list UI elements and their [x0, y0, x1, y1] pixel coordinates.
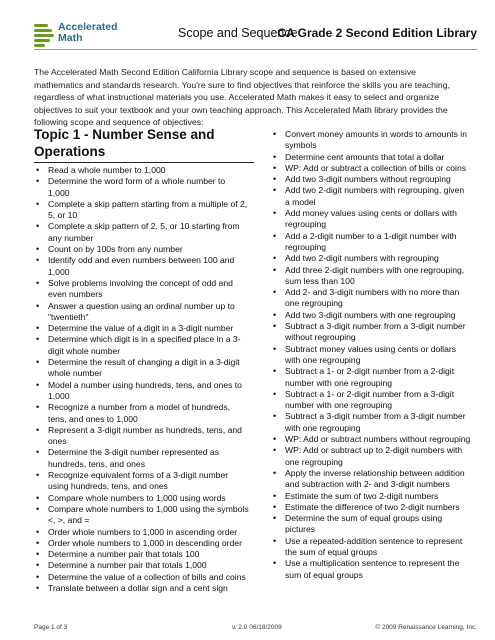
- objective-text: Compare whole numbers to 1,000 using the symbols <, >, and =: [48, 503, 249, 526]
- objective-item: [271, 344, 471, 367]
- logo-line-2: Math: [58, 32, 83, 44]
- objective-item: [34, 572, 249, 583]
- bullet-icon: •: [36, 424, 40, 435]
- document-title: Scope and Sequence: [178, 26, 298, 40]
- page-header: [0, 0, 495, 54]
- bullet-icon: •: [273, 321, 277, 332]
- objective-item: [271, 513, 471, 536]
- bullet-icon: •: [36, 492, 40, 503]
- bullet-icon: •: [36, 379, 40, 390]
- bullet-icon: •: [36, 300, 40, 311]
- objective-item: [271, 434, 471, 445]
- objective-text: WP: Add or subtract up to 2-digit numbers with one regrouping: [285, 445, 463, 467]
- bullet-icon: •: [36, 198, 40, 209]
- bullet-icon: •: [273, 185, 277, 196]
- objective-item: [271, 536, 471, 559]
- objective-text: Estimate the sum of two 2-digit numbers: [285, 490, 439, 501]
- bullet-icon: •: [273, 501, 277, 512]
- objective-item: [271, 502, 471, 513]
- objective-text: Apply the inverse relationship between addition and subtraction with 2- and 3-digit numbers: [285, 467, 465, 490]
- bullet-icon: •: [273, 445, 277, 456]
- bullet-icon: •: [273, 174, 277, 185]
- bullet-icon: •: [273, 490, 277, 501]
- objective-item: [271, 411, 471, 434]
- objective-text: Add three 2-digit numbers with one regrouping, sum less than 100: [285, 264, 465, 286]
- objective-item: [34, 357, 249, 380]
- objective-text: Use a repeated-addition sentence to represent the sum of equal groups: [285, 535, 463, 557]
- objective-text: Complete a skip pattern starting from a multiple of 2, 5, or 10: [48, 198, 248, 221]
- objective-item: [271, 129, 471, 152]
- logo-stripes-icon: [34, 22, 56, 48]
- bullet-icon: •: [36, 571, 40, 582]
- objective-item: [271, 174, 471, 185]
- objective-text: Read a whole number to 1,000: [48, 165, 166, 175]
- bullet-icon: •: [36, 277, 40, 288]
- bullet-icon: •: [36, 549, 40, 560]
- bullet-icon: •: [36, 176, 40, 187]
- objective-text: Solve problems involving the concept of odd and even numbers: [48, 277, 233, 300]
- objective-item: [34, 470, 249, 493]
- objective-text: Determine the word form of a whole number to 1,000: [48, 176, 226, 198]
- objective-text: Add a 2-digit number to a 1-digit number with regrouping: [285, 230, 457, 252]
- objective-item: [271, 253, 471, 264]
- objective-item: [271, 491, 471, 502]
- objective-item: [271, 208, 471, 231]
- objective-item: [34, 380, 249, 403]
- topic-heading: Topic 1 - Number Sense and Operations: [34, 127, 215, 159]
- objective-item: [271, 389, 471, 412]
- bullet-icon: •: [273, 230, 277, 241]
- bullet-icon: •: [36, 503, 40, 514]
- objective-text: Determine the sum of equal groups using pictures: [285, 513, 443, 535]
- left-objective-list: [34, 165, 249, 594]
- bullet-icon: •: [273, 411, 277, 422]
- objective-item: [34, 538, 249, 549]
- bullet-icon: •: [36, 165, 40, 175]
- objective-text: Count on by 100s from any number: [48, 244, 183, 255]
- objective-text: Determine the 3-digit number represented as hundreds, tens, and ones: [48, 447, 220, 469]
- bullet-icon: •: [36, 560, 40, 571]
- bullet-icon: •: [273, 309, 277, 320]
- objective-item: [34, 199, 249, 222]
- objective-text: Add two 2-digit numbers with regrouping: [285, 253, 439, 264]
- bullet-icon: •: [36, 221, 40, 232]
- bullet-icon: •: [36, 537, 40, 548]
- header-divider: [34, 49, 477, 50]
- objective-text: Recognize a number from a model of hundreds, tens, and ones to 1,000: [48, 402, 231, 424]
- objective-text: Add two 3-digit numbers with one regrouping: [285, 309, 456, 320]
- objective-item: [34, 527, 249, 538]
- objective-text: Determine the value of a collection of bills and coins: [48, 571, 246, 582]
- bullet-icon: •: [273, 208, 277, 219]
- right-objective-list: [271, 129, 471, 581]
- bullet-icon: •: [36, 470, 40, 481]
- logo-line-1: Accelerated: [58, 21, 118, 33]
- objective-text: Add two 2-digit numbers with regrouping, given a model: [285, 185, 465, 207]
- bullet-icon: •: [36, 323, 40, 334]
- library-title: CA Grade 2 Second Edition Library: [277, 26, 477, 40]
- objective-item: [271, 287, 471, 310]
- objective-item: [34, 301, 249, 324]
- objective-text: Subtract a 1- or 2-digit number from a 3-digit number with one regrouping: [285, 388, 455, 411]
- copyright-text: © 2009 Renaissance Learning, Inc.: [375, 624, 477, 631]
- bullet-icon: •: [273, 343, 277, 354]
- objective-text: Convert money amounts in words to amounts in symbols: [285, 129, 467, 151]
- bullet-icon: •: [273, 287, 277, 298]
- objective-text: WP: Add or subtract a collection of bills or coins: [285, 162, 467, 173]
- bullet-icon: •: [273, 162, 277, 173]
- bullet-icon: •: [273, 129, 277, 139]
- objective-item: [271, 558, 471, 581]
- objective-item: [34, 255, 249, 278]
- bullet-icon: •: [273, 558, 277, 569]
- objective-text: Complete a skip pattern of 2, 5, or 10 starting from any number: [48, 221, 240, 243]
- objective-text: Subtract a 3-digit number from a 3-digit number without regrouping: [285, 321, 466, 343]
- objective-text: Model a number using hundreds, tens, and ones to 1,000: [48, 379, 242, 401]
- bullet-icon: •: [36, 255, 40, 266]
- objective-item: [34, 560, 249, 571]
- objective-item: [34, 244, 249, 255]
- objective-text: Order whole numbers to 1,000 in descending order: [48, 537, 242, 548]
- objective-text: Subtract a 1- or 2-digit number from a 2-digit number with one regrouping: [285, 366, 455, 388]
- objective-text: Translate between a dollar sign and a cent sign: [48, 582, 228, 593]
- bullet-icon: •: [36, 447, 40, 458]
- objective-text: Subtract a 3-digit number from a 3-digit number with one regrouping: [285, 411, 466, 433]
- objective-text: Determine a number pair that totals 1,000: [48, 560, 207, 571]
- right-column: [271, 129, 471, 581]
- objective-item: [34, 323, 249, 334]
- objective-item: [34, 549, 249, 560]
- objective-item: [271, 265, 471, 288]
- objective-item: [271, 163, 471, 174]
- objective-text: Identify odd and even numbers between 100 and 1,000: [48, 255, 235, 277]
- objective-item: [271, 185, 471, 208]
- objective-text: Determine cent amounts that total a dollar: [285, 151, 445, 162]
- bullet-icon: •: [273, 434, 277, 445]
- bullet-icon: •: [273, 253, 277, 264]
- objective-item: [34, 504, 249, 527]
- bullet-icon: •: [273, 513, 277, 524]
- objective-text: Use a multiplication sentence to represent the sum of equal groups: [285, 558, 460, 580]
- objective-item: [34, 176, 249, 199]
- objective-item: [271, 152, 471, 163]
- objective-text: Add money values using cents or dollars with regrouping: [285, 208, 457, 230]
- topic-divider: [34, 162, 254, 163]
- objective-item: [34, 165, 249, 176]
- page-footer: [34, 624, 477, 636]
- objective-item: [34, 334, 249, 357]
- objective-item: [271, 468, 471, 491]
- objective-text: Compare whole numbers to 1,000 using words: [48, 492, 226, 503]
- page-number: Page 1 of 3: [34, 624, 68, 631]
- bullet-icon: •: [36, 244, 40, 255]
- intro-paragraph: The Accelerated Math Second Edition California Library scope and sequence is based on extensive mathematics and standards research. You're sure to find objectives that reinforce the skills you are teaching, regardless of what instructional materials you use. Accelerated Math makes it easy to select and organize objectives to suit your textbook and your own teaching approach. This Accelerated Math library provides the following scope and sequence of objectives:: [34, 67, 450, 127]
- objective-item: [34, 402, 249, 425]
- bullet-icon: •: [273, 388, 277, 399]
- objective-text: Subtract money values using cents or dollars with one regrouping: [285, 343, 457, 365]
- objective-text: Determine a number pair that totals 100: [48, 549, 200, 560]
- accelerated-math-logo: [34, 21, 118, 48]
- objective-text: Estimate the difference of two 2-digit numbers: [285, 501, 460, 512]
- logo-text: [58, 22, 118, 44]
- objective-item: [34, 493, 249, 504]
- bullet-icon: •: [273, 264, 277, 275]
- objective-text: Represent a 3-digit number as hundreds, tens, and ones: [48, 424, 242, 447]
- objective-text: Determine the value of a digit in a 3-digit number: [48, 323, 234, 334]
- objective-text: Add two 3-digit numbers without regrouping: [285, 174, 451, 185]
- bullet-icon: •: [36, 582, 40, 593]
- objective-item: [271, 231, 471, 254]
- bullet-icon: •: [273, 467, 277, 478]
- objective-text: Order whole numbers to 1,000 in ascending order: [48, 526, 238, 537]
- objective-text: Answer a question using an ordinal number up to "twentieth": [48, 300, 235, 322]
- bullet-icon: •: [273, 151, 277, 162]
- objective-item: [271, 310, 471, 321]
- bullet-icon: •: [273, 535, 277, 546]
- objective-item: [271, 321, 471, 344]
- bullet-icon: •: [36, 402, 40, 413]
- objective-text: Recognize equivalent forms of a 3-digit number using hundreds, tens, and ones: [48, 470, 229, 492]
- bullet-icon: •: [273, 366, 277, 377]
- bullet-icon: •: [36, 526, 40, 537]
- version-text: v. 2.0 06/18/2009: [232, 624, 282, 631]
- objective-item: [34, 425, 249, 448]
- bullet-icon: •: [36, 357, 40, 368]
- objective-text: Determine the result of changing a digit in a 3-digit whole number: [48, 357, 240, 379]
- objective-text: Add 2- and 3-digit numbers with no more than one regrouping: [285, 287, 460, 309]
- objective-text: WP: Add or subtract numbers without regrouping: [285, 434, 471, 445]
- objective-item: [34, 583, 249, 594]
- objective-item: [34, 447, 249, 470]
- objective-item: [271, 366, 471, 389]
- objective-item: [271, 445, 471, 468]
- left-column: [34, 126, 249, 594]
- bullet-icon: •: [36, 334, 40, 345]
- objective-item: [34, 221, 249, 244]
- objective-item: [34, 278, 249, 301]
- objective-text: Determine which digit is in a specified place in a 3-digit whole number: [48, 334, 241, 356]
